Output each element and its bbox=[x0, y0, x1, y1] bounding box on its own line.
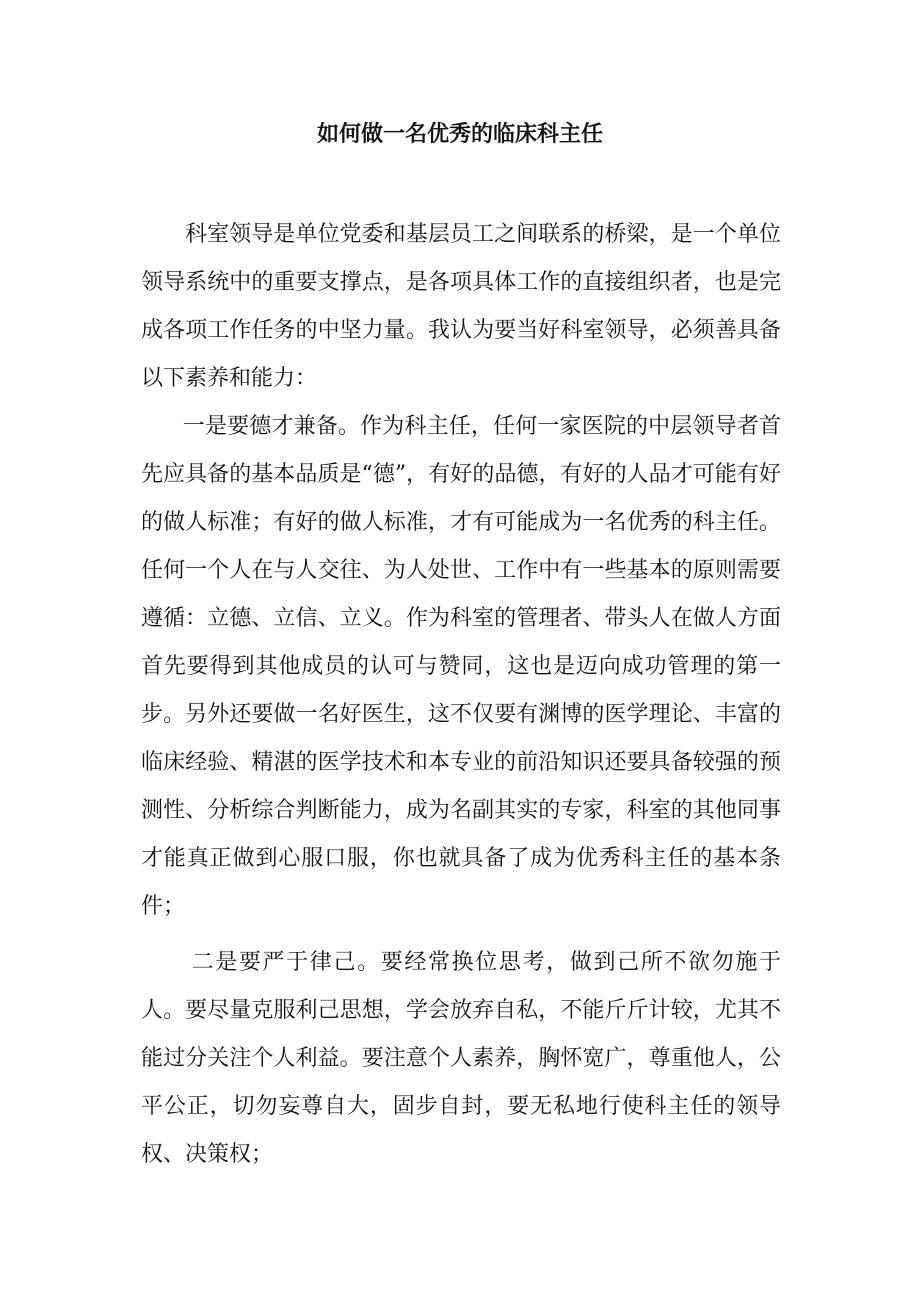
document-body bbox=[141, 211, 781, 1179]
paragraph-point-two: 二是要严于律己。要经常换位思考，做到己所不欲勿施于人。要尽量克服利己思想，学会放弃自私，不能斤斤计较，尤其不能过分关注个人利益。要注意个人素养，胸怀宽广，尊重他人，公平公正，切勿妄尊自大，固步自封，要无私地行使科主任的领导权、决策权； bbox=[141, 950, 781, 1167]
paragraph-point-one: 一是要德才兼备。作为科主任，任何一家医院的中层领导者首先应具备的基本品质是“德”，有好的品德，有好的人品才可能有好的做人标准；有好的做人标准，才有可能成为一名优秀的科主任。任何一个人在与人交往、为人处世、工作中有一些基本的原则需要遵循：立德、立信、立义。作为科室的管理者、带头人在做人方面首先要得到其他成员的认可与赞同，这也是迈向成功管理的第一步。另外还要做一名好医生，这不仅要有渊博的医学理论、丰富的临床经验、精湛的医学技术和本专业的前沿知识还要具备较强的预测性、分析综合判断能力，成为名副其实的专家，科室的其他同事才能真正做到心服口服，你也就具备了成为优秀科主任的基本条件； bbox=[141, 414, 781, 919]
document-title: 如何做一名优秀的临床科主任 bbox=[316, 122, 603, 147]
paragraph-intro: 科室领导是单位党委和基层员工之间联系的桥梁，是一个单位领导系统中的重要支撑点，是各项具体工作的直接组织者，也是完成各项工作任务的中坚力量。我认为要当好科室领导，必须善具备以下素养和能力： bbox=[141, 222, 781, 391]
